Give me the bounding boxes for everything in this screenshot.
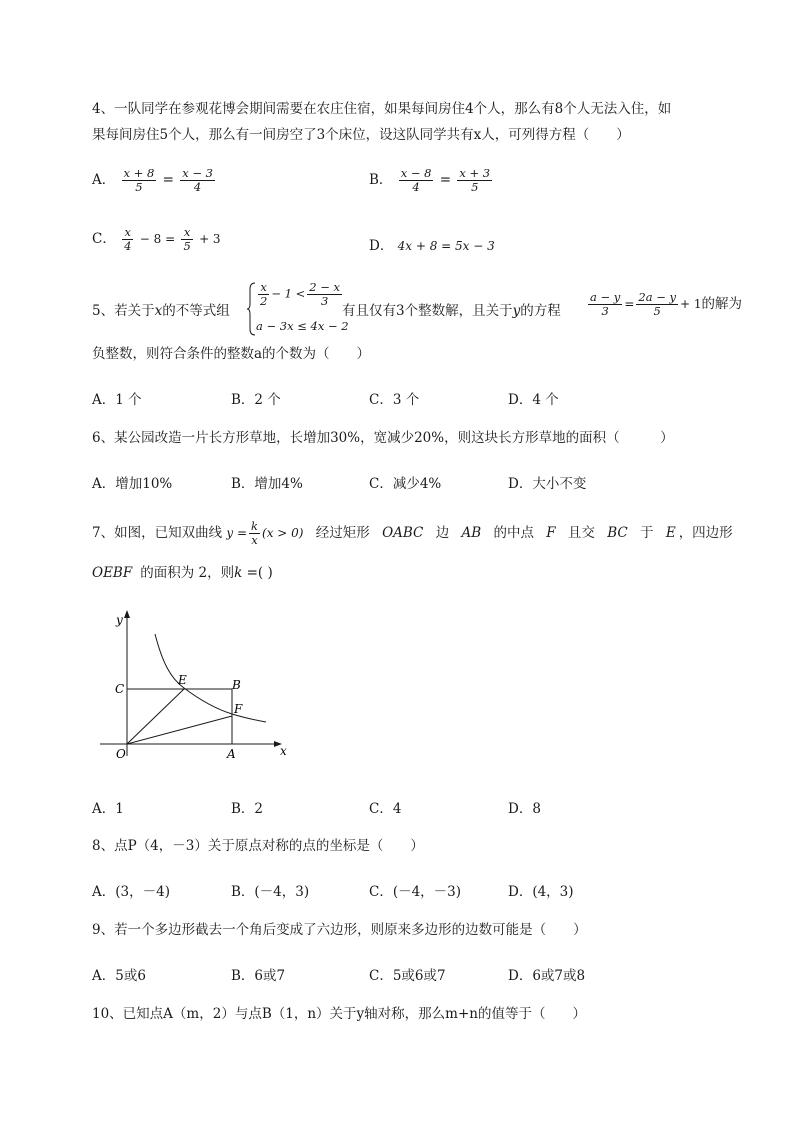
label-o: O <box>116 747 126 761</box>
equation: 4x + 8 = 5x − 3 <box>397 239 495 253</box>
q6-option-a[interactable]: A．增加10% <box>92 476 173 492</box>
q5-stem-line1-cont: 有且仅有3个整数解，且关于y的方程 <box>342 303 561 319</box>
q5-option-c[interactable]: C．3 个 <box>369 392 420 408</box>
label-e: E <box>178 673 187 687</box>
q7-option-a[interactable]: A．1 <box>92 801 124 817</box>
q4-option-b[interactable] <box>369 167 494 194</box>
q4-option-c[interactable] <box>92 226 221 253</box>
q7-option-b[interactable]: B．2 <box>231 801 264 817</box>
q5-option-b[interactable]: B．2 个 <box>231 392 281 408</box>
q8-option-b[interactable]: B．(－4，3) <box>231 884 310 900</box>
inequality-row-2: a − 3x ≤ 4x − 2 <box>256 319 349 333</box>
q6-option-d[interactable]: D．大小不变 <box>508 476 587 492</box>
fraction: $\frac{x}{5}$ <box>183 225 191 253</box>
segment-oe <box>127 689 184 744</box>
q9-option-c[interactable]: C．5或6或7 <box>369 968 446 984</box>
hyperbola-curve <box>155 634 266 722</box>
expression-part: − 8 = <box>139 232 176 246</box>
q4-option-d[interactable] <box>369 234 495 254</box>
label-y: y <box>116 613 123 627</box>
q10-stem: 10、已知点A（m，2）与点B（1，n）关于y轴对称，那么m+n的值等于（ ） <box>92 1006 586 1022</box>
segment-of <box>127 716 232 744</box>
equals-sign: = <box>162 172 174 188</box>
q4-option-a[interactable] <box>92 167 217 194</box>
q8-option-a[interactable]: A．(3，－4) <box>92 884 170 900</box>
q9-option-b[interactable]: B．6或7 <box>231 968 286 984</box>
fraction: $\frac{x}{4}$ <box>124 225 132 253</box>
fraction: $\frac{x - 8}{4}$ <box>400 166 432 194</box>
q8-stem: 8、点P（4，－3）关于原点对称的点的坐标是（ ） <box>92 838 424 854</box>
q7-option-d[interactable]: D．8 <box>508 801 541 817</box>
q7-stem-line1: 7、如图，已知双曲线 y = $\frac{k}{x}$ (x > 0) 经过矩形 OABC 边 AB 的中点 F 且交 BC 于 E ，四边形 <box>92 519 733 547</box>
option-label: A． <box>92 172 116 188</box>
fraction: $\frac{x - 3}{4}$ <box>182 166 213 194</box>
q4-stem-line2: 果每间房住5个人，那么有一间房空了3个床位，设这队同学共有x人，可列得方程（ ） <box>92 127 630 143</box>
q7-stem-line2: OEBF 的面积为 2，则k =( ) <box>92 565 273 581</box>
option-label: C． <box>92 231 116 247</box>
hyperbola-rectangle-figure <box>100 606 300 766</box>
label-x: x <box>280 744 287 758</box>
q5-stem-line2: 负整数，则符合条件的整数a的个数为（ ） <box>92 346 371 362</box>
option-label: D． <box>369 238 394 254</box>
q6-option-c[interactable]: C．减少4% <box>369 476 442 492</box>
q9-option-d[interactable]: D．6或7或8 <box>508 968 586 984</box>
label-b: B <box>232 678 241 692</box>
q9-stem: 9、若一个多边形截去一个角后变成了六边形，则原来多边形的边数可能是（ ） <box>92 922 587 938</box>
equals-sign: = <box>439 172 452 188</box>
label-a: A <box>227 747 236 761</box>
q9-option-a[interactable]: A．5或6 <box>92 968 146 984</box>
q5-option-a[interactable]: A．1 个 <box>92 392 142 408</box>
y-axis-arrow-icon <box>124 610 130 618</box>
q7-option-c[interactable]: C．4 <box>369 801 402 817</box>
label-f: F <box>234 702 243 716</box>
fraction: $\frac{x + 3}{5}$ <box>459 166 491 194</box>
q4-stem-line1: 4、一队同学在参观花博会期间需要在农庄住宿，如果每间房住4个人，那么有8个人无法入住，如 <box>92 101 672 117</box>
inequality-system <box>247 280 349 337</box>
q8-option-d[interactable]: D．(4，3) <box>508 884 574 900</box>
q6-stem: 6、某公园改造一片长方形草地，长增加30%，宽减少20%，则这块长方形草地的面积（ ） <box>92 430 674 446</box>
q5-stem-line1: 5、若关于x的不等式组 <box>92 303 230 319</box>
inequality-row-1: $\frac{x}{2}$ − 1 < $\frac{2 - x}{3}$ <box>260 280 340 308</box>
q8-option-c[interactable]: C．(－4，－3) <box>369 884 462 900</box>
q5-equation: $\frac{a - y}{3}$ = $\frac{2a - y}{5}$ + 1的解为 <box>590 290 743 318</box>
expression-part: + 3 <box>199 232 221 246</box>
option-label: B． <box>369 172 393 188</box>
q5-option-d[interactable]: D．4 个 <box>508 392 559 408</box>
label-c: C <box>115 682 125 696</box>
fraction: $\frac{x + 8}{5}$ <box>123 166 155 194</box>
q6-option-b[interactable]: B．增加4% <box>231 476 303 492</box>
